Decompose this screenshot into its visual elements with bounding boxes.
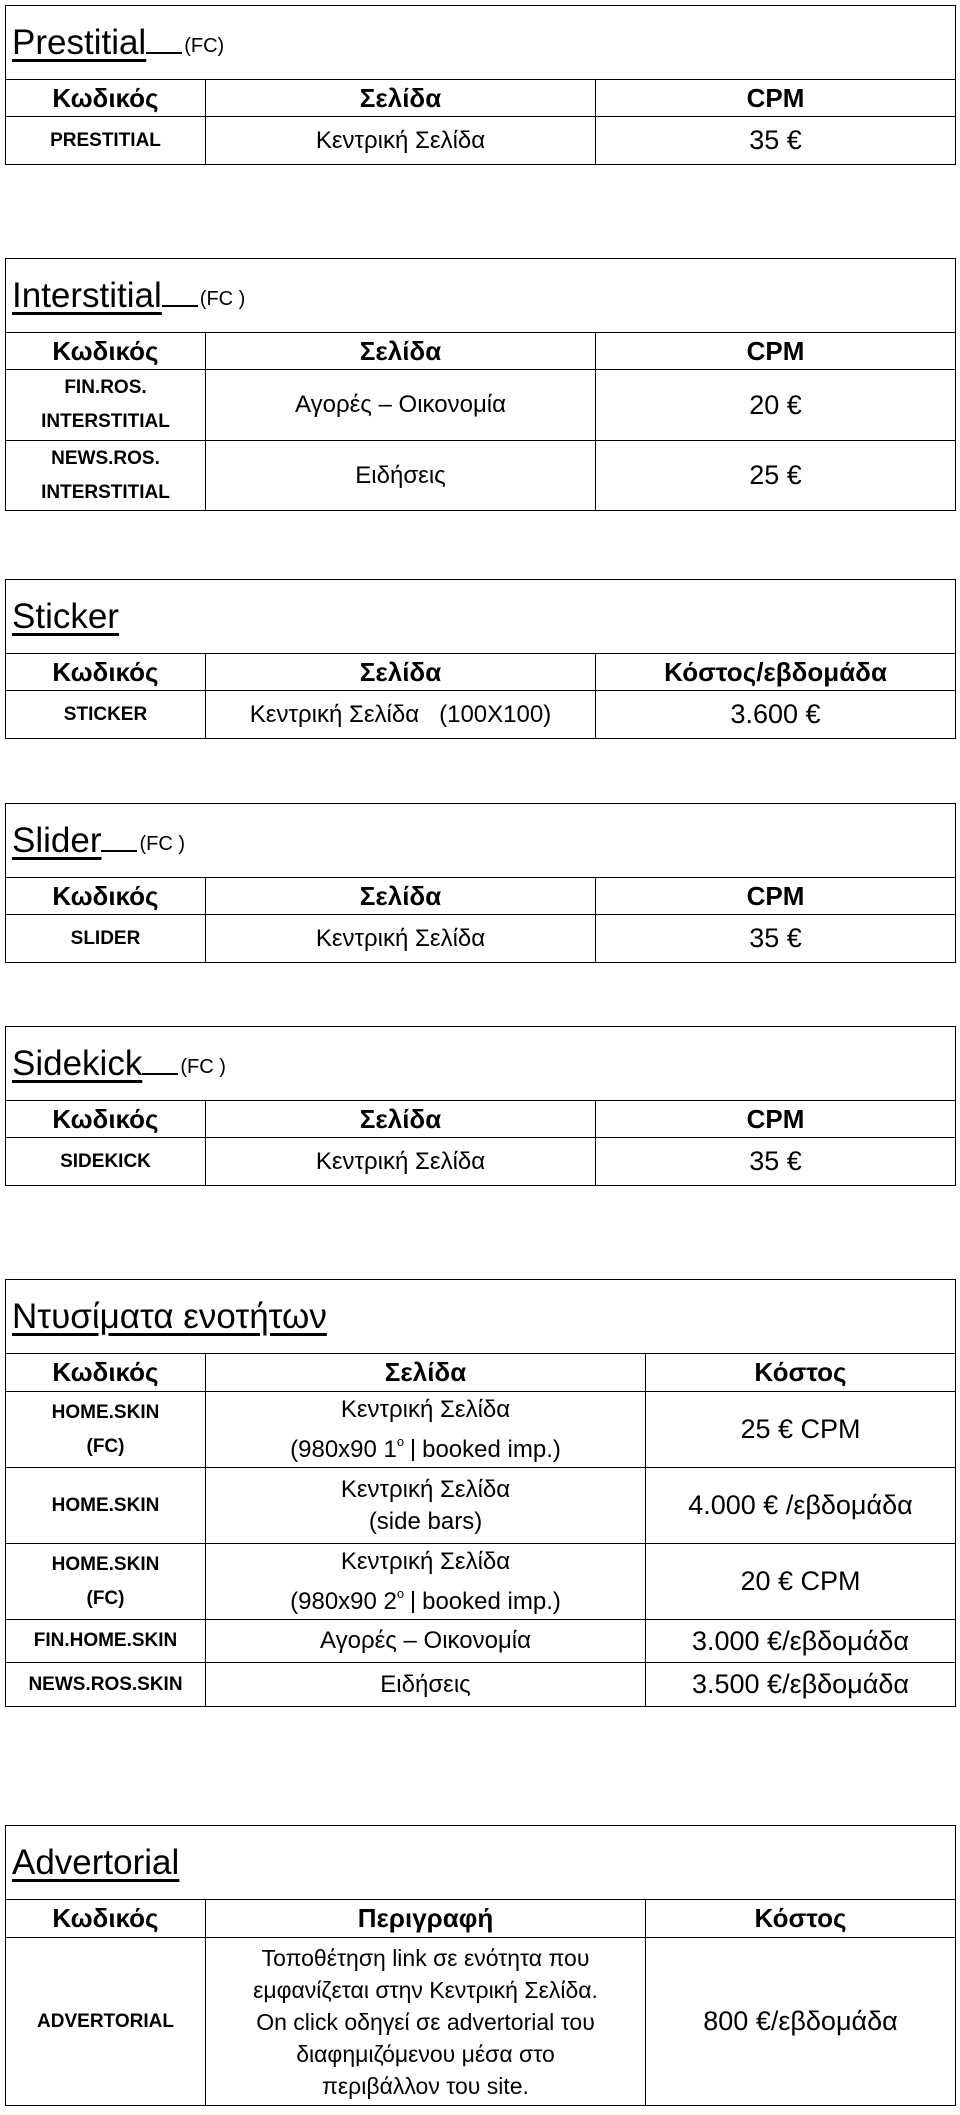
table-row	[6, 1620, 956, 1663]
advertorial-section	[5, 1825, 955, 2106]
section-title: Interstitial	[12, 275, 162, 315]
row-code-line2: INTERSTITIAL	[41, 411, 170, 432]
row-cost: 35 €	[596, 117, 956, 165]
table-row	[6, 441, 956, 511]
row-code: HOME.SKIN	[6, 1468, 206, 1544]
row-page-line1: Κεντρική Σελίδα	[340, 1547, 511, 1575]
header-cost: CPM	[596, 878, 956, 915]
row-code	[6, 370, 206, 441]
prestitial-table	[5, 5, 956, 165]
row-cost: 3.000 €/εβδομάδα	[646, 1620, 956, 1663]
row-cost: 4.000 € /εβδομάδα	[646, 1468, 956, 1544]
header-code: Κωδικός	[6, 654, 206, 691]
row-page-line1: Κεντρική Σελίδα	[340, 1395, 511, 1423]
row-code-line2: (FC)	[86, 1435, 125, 1457]
sidekick-section	[5, 1026, 955, 1186]
row-page	[206, 1468, 646, 1544]
header-code: Κωδικός	[6, 1900, 206, 1938]
row-page-size: (980x90 1	[290, 1435, 397, 1463]
table-row	[6, 691, 956, 739]
sidekick-title-cell	[6, 1027, 956, 1101]
row-code: FIN.HOME.SKIN	[6, 1620, 206, 1663]
row-code-line1: NEWS.ROS.	[51, 447, 160, 469]
table-row	[6, 1663, 956, 1707]
table-row	[6, 117, 956, 165]
title-underline-gap	[101, 822, 137, 852]
row-page	[206, 1392, 646, 1468]
description-line: διαφημιζόμενου μέσα στο	[296, 2040, 555, 2067]
ordinal-sup: o	[396, 1433, 405, 1449]
row-page	[206, 1544, 646, 1620]
table-row	[6, 1392, 956, 1468]
row-cost: 3.500 €/εβδομάδα	[646, 1663, 956, 1707]
separator-bar	[412, 1439, 414, 1461]
header-cost: CPM	[596, 80, 956, 117]
row-page: Αγορές – Οικονομία	[206, 1620, 646, 1663]
section-title: Slider	[12, 820, 102, 860]
row-cost: 25 €	[596, 441, 956, 511]
header-cost: Κόστος	[646, 1900, 956, 1938]
row-code: SLIDER	[6, 915, 206, 963]
interstitial-title-cell	[6, 259, 956, 333]
section-suffix: (FC)	[184, 34, 225, 57]
table-row	[6, 1138, 956, 1186]
row-page: Κεντρική Σελίδα	[206, 1138, 596, 1186]
description-line: On click οδηγεί σε advertorial του	[256, 2008, 595, 2035]
skins-title-cell	[6, 1280, 956, 1354]
row-code-line1: HOME.SKIN	[51, 1401, 160, 1423]
section-title: Sticker	[12, 596, 119, 636]
row-page-size: (100X100)	[439, 700, 552, 728]
row-code	[6, 1392, 206, 1468]
row-page: Ειδήσεις	[206, 441, 596, 511]
row-cost: 20 € CPM	[646, 1544, 956, 1620]
sticker-table	[5, 579, 956, 739]
ordinal-sup: o	[396, 1585, 405, 1601]
row-code-line2: (FC)	[86, 1587, 125, 1609]
header-code: Κωδικός	[6, 1354, 206, 1392]
section-title: Prestitial	[12, 22, 147, 62]
row-cost: 35 €	[596, 1138, 956, 1186]
table-row	[6, 915, 956, 963]
row-code-line1: HOME.SKIN	[51, 1553, 160, 1575]
row-page-name: Κεντρική Σελίδα	[249, 700, 420, 728]
slider-title-cell	[6, 804, 956, 878]
header-cost: CPM	[596, 333, 956, 370]
header-page: Σελίδα	[206, 1101, 596, 1138]
header-code: Κωδικός	[6, 333, 206, 370]
prestitial-section	[5, 5, 955, 165]
header-cost: Κόστος	[646, 1354, 956, 1392]
header-description: Περιγραφή	[206, 1900, 646, 1938]
section-title: Advertorial	[12, 1842, 180, 1882]
row-code-line2: INTERSTITIAL	[41, 481, 170, 503]
row-code-line1: FIN.ROS.	[64, 377, 147, 398]
header-page: Σελίδα	[206, 80, 596, 117]
header-cost: CPM	[596, 1101, 956, 1138]
table-row	[6, 1938, 956, 2106]
row-code: ADVERTORIAL	[6, 1938, 206, 2106]
title-underline-gap	[142, 1045, 178, 1075]
description-line: εμφανίζεται στην Κεντρική Σελίδα.	[253, 1976, 598, 2003]
row-page: Ειδήσεις	[206, 1663, 646, 1707]
advertorial-table	[5, 1825, 956, 2106]
row-page-booking: booked imp.)	[422, 1435, 561, 1463]
table-row	[6, 1468, 956, 1544]
row-description	[206, 1938, 646, 2106]
section-suffix: (FC )	[139, 832, 186, 855]
sidekick-table	[5, 1026, 956, 1186]
header-cost: Κόστος/εβδομάδα	[596, 654, 956, 691]
prestitial-title-cell	[6, 6, 956, 80]
title-underline-gap	[146, 24, 182, 54]
description-line: Τοποθέτηση link σε ενότητα που	[261, 1944, 590, 1971]
sticker-title-cell	[6, 580, 956, 654]
row-code: SIDEKICK	[6, 1138, 206, 1186]
row-page-line2	[212, 1578, 639, 1618]
row-page-size: (980x90 2	[290, 1587, 397, 1615]
slider-table	[5, 803, 956, 963]
row-cost: 25 € CPM	[646, 1392, 956, 1468]
section-title: Ντυσίματα ενοτήτων	[12, 1296, 327, 1336]
title-underline-gap	[162, 277, 198, 307]
row-page: Κεντρική Σελίδα	[206, 117, 596, 165]
header-code: Κωδικός	[6, 1101, 206, 1138]
table-row	[6, 1544, 956, 1620]
row-code: NEWS.ROS.SKIN	[6, 1663, 206, 1707]
skins-table	[5, 1279, 956, 1707]
row-page-line2: (side bars)	[368, 1507, 483, 1535]
row-page-booking: booked imp.)	[422, 1587, 561, 1615]
description-line: περιβάλλον του site.	[322, 2072, 529, 2099]
header-page: Σελίδα	[206, 654, 596, 691]
header-page: Σελίδα	[206, 333, 596, 370]
header-code: Κωδικός	[6, 80, 206, 117]
row-cost: 800 €/εβδομάδα	[646, 1938, 956, 2106]
header-page: Σελίδα	[206, 1354, 646, 1392]
interstitial-section	[5, 258, 955, 511]
row-page: Αγορές – Οικονομία	[206, 370, 596, 441]
section-suffix: (FC )	[199, 287, 246, 310]
row-code	[6, 441, 206, 511]
separator-bar	[412, 1591, 414, 1613]
header-page: Σελίδα	[206, 878, 596, 915]
row-page-line2	[212, 1426, 639, 1466]
row-cost: 20 €	[596, 370, 956, 441]
row-cost: 3.600 €	[596, 691, 956, 739]
table-row	[6, 370, 956, 441]
row-page: Κεντρική Σελίδα	[206, 915, 596, 963]
section-title: Sidekick	[12, 1043, 143, 1083]
sticker-section	[5, 579, 955, 739]
slider-section	[5, 803, 955, 963]
section-suffix: (FC )	[180, 1055, 226, 1078]
row-code: STICKER	[6, 691, 206, 739]
row-page-line1: Κεντρική Σελίδα	[340, 1475, 511, 1503]
header-code: Κωδικός	[6, 878, 206, 915]
row-code	[6, 1544, 206, 1620]
row-cost: 35 €	[596, 915, 956, 963]
row-page	[206, 691, 596, 739]
interstitial-table	[5, 258, 956, 511]
advertorial-title-cell	[6, 1826, 956, 1900]
row-code: PRESTITIAL	[6, 117, 206, 165]
skins-section	[5, 1279, 955, 1707]
